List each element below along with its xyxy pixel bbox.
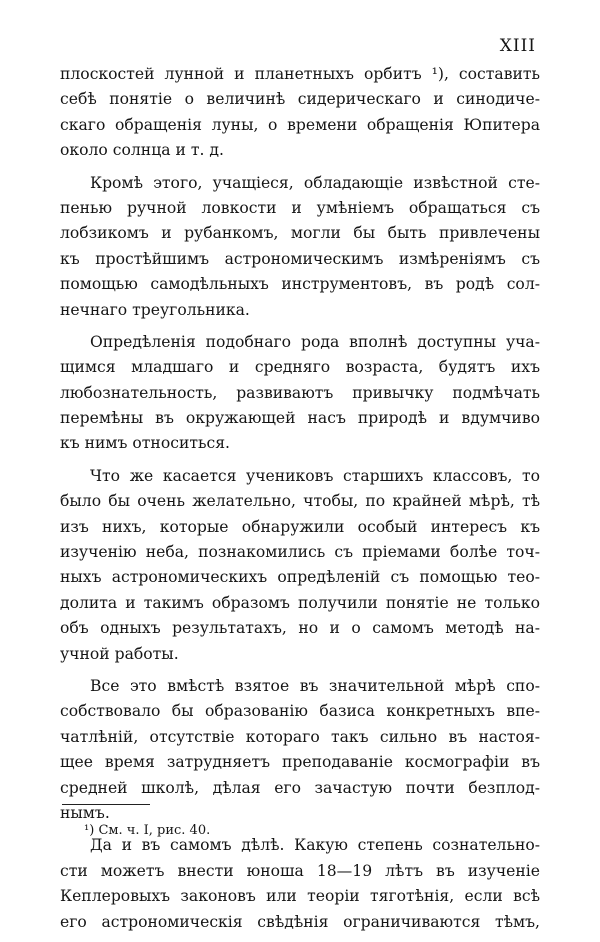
page-number: XIII	[499, 36, 536, 56]
text-line: Кеплеровыхъ законовъ или теоріи тяготѣнія, если всѣ	[60, 887, 540, 906]
paragraph-1	[60, 62, 540, 164]
text-line: его астрономическія свѣдѣнія ограничиваются тѣмъ,	[60, 912, 540, 931]
text-line: Что же касается учениковъ старшихъ классовъ, то	[90, 466, 540, 485]
text-line: объ одныхъ результатахъ, но и о самомъ методѣ на-	[60, 619, 540, 638]
footnote	[84, 822, 210, 840]
body-text	[60, 62, 540, 942]
text-line: сти можетъ внести юноша 18—19 лѣтъ въ изученіе	[60, 861, 540, 880]
text-line: помощью самодѣльныхъ инструментовъ, въ родѣ сол-	[60, 275, 540, 294]
text-line: ныхъ астрономическихъ опредѣленій съ помощью тео-	[60, 568, 540, 587]
paragraph-6	[60, 833, 540, 935]
text-line: скаго обращенія луны, о времени обращенія Юпитера	[60, 115, 540, 134]
text-line: средней школѣ, дѣлая его зачастую почти безплод-	[60, 778, 540, 797]
text-line: чатлѣній, отсутствіе котораго такъ сильно въ настоя-	[60, 727, 540, 746]
text-line: себѣ понятіе о величинѣ сидерическаго и синодиче-	[60, 90, 540, 109]
text-line: собствовало бы образованію базиса конкретныхъ впе-	[60, 702, 540, 721]
text-line: къ простѣйшимъ астрономическимъ измѣреніямъ съ	[60, 249, 540, 268]
text-line: учной работы.	[60, 644, 179, 663]
footnote-mark: ¹)	[84, 823, 95, 838]
text-line: любознательность, развиваютъ привычку подмѣчать	[60, 383, 540, 402]
text-line: было бы очень желательно, чтобы, по крайней мѣрѣ, тѣ	[60, 492, 540, 511]
footnote-rule	[62, 804, 150, 805]
text-line: къ нимъ относиться.	[60, 434, 230, 453]
text-line: изученію неба, познакомились съ пріемами болѣе точ-	[60, 543, 540, 562]
text-line: щимся младшаго и средняго возраста, будятъ ихъ	[60, 358, 540, 377]
text-line: пенью ручной ловкости и умѣніемъ обращаться съ	[60, 198, 540, 217]
text-line: Опредѣленія подобнаго рода вполнѣ доступны уча-	[90, 332, 540, 351]
footnote-text: См. ч. I, рис. 40.	[98, 823, 211, 838]
paragraph-4	[60, 464, 540, 667]
text-line: около солнца и т. д.	[60, 141, 224, 160]
text-line: долита и такимъ образомъ получили понятіе не только	[60, 593, 540, 612]
text-line: лобзикомъ и рубанкомъ, могли бы быть привлечены	[60, 224, 540, 243]
text-line: нечнаго треугольника.	[60, 300, 250, 319]
text-line: перемѣны въ окружающей насъ природѣ и вдумчиво	[60, 409, 540, 428]
paragraph-3	[60, 330, 540, 457]
text-line: Все это вмѣстѣ взятое въ значительной мѣрѣ спо-	[90, 676, 540, 695]
text-line: плоскостей лунной и планетныхъ орбитъ ¹), составить	[60, 65, 540, 83]
paragraph-2	[60, 171, 540, 323]
text-line: щее время затрудняетъ преподаваніе космографіи въ	[60, 753, 540, 772]
text-line: изъ нихъ, которые обнаружили особый интересъ къ	[60, 517, 540, 536]
text-line: Кромѣ этого, учащіеся, обладающіе извѣстной сте-	[90, 173, 540, 192]
text-line: Да и въ самомъ дѣлѣ. Какую степень сознательно-	[90, 836, 540, 855]
text-line: нымъ.	[60, 803, 110, 822]
